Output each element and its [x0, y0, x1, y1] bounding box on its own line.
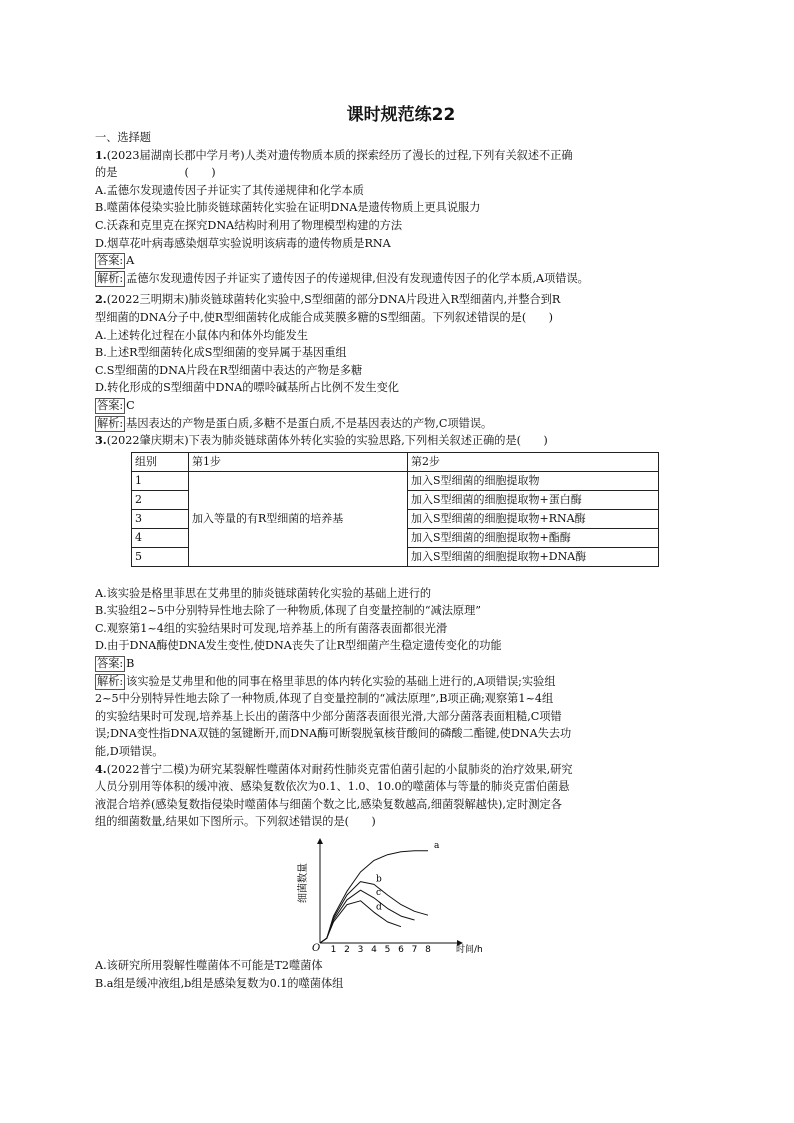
analysis-label: 解析: [97, 674, 124, 688]
answer-value: A [126, 254, 135, 268]
x-tick-label: 2 [344, 945, 350, 953]
question-number: 4. [95, 761, 107, 776]
x-tick-label: 5 [384, 945, 391, 953]
option-b: B.实验组2~5中分别特异性地去除了一种物质,体现了自变量控制的“减法原理” [95, 604, 482, 618]
table-cell-group: 4 [132, 528, 189, 547]
series-line-a [320, 851, 428, 943]
question-number: 3. [95, 433, 107, 448]
section-heading: 一、选择题 [95, 131, 151, 144]
x-tick-label: 8 [425, 945, 431, 953]
option-b: B.噬菌体侵染实验比肺炎链球菌转化实验在证明DNA是遗传物质上更具说服力 [95, 201, 481, 215]
question-stem: (2022普宁二模)为研究某裂解性噬菌体对耐药性肺炎克雷伯菌引起的小鼠肺炎的治疗效果,研究 [106, 762, 573, 776]
worksheet-page [95, 100, 707, 992]
analysis-text: 孟德尔发现遗传因子并证实了遗传因子的传递规律,但没有发现遗传因子的化学本质,A项错误。 [126, 271, 589, 285]
analysis-text: 2~5中分别特异性地去除了一种物质,体现了自变量控制的“减法原理”,B项正确;观察第1~4组 [95, 692, 554, 706]
question-stem: 液混合培养(感染复数指侵染时噬菌体与细菌个数之比,感染复数越高,细菌裂解越快),定时测定各 [95, 797, 562, 811]
option-c: C.沃森和克里克在探究DNA结构时利用了物理模型构建的方法 [95, 218, 403, 232]
question-stem: (2022三明期末)肺炎链球菌转化实验中,S型细菌的部分DNA片段进入R型细菌内,并整合到R [106, 293, 561, 307]
option-a: A.该研究所用裂解性噬菌体不可能是T2噬菌体 [95, 959, 323, 972]
option-b: B.a组是缓冲液组,b组是感染复数为0.1的噬菌体组 [95, 976, 344, 990]
x-tick-label: 1 [330, 945, 337, 953]
table-cell-step1: 加入等量的有R型细菌的培养基 [189, 471, 408, 566]
question-stem: (2023届湖南长郡中学月考)人类对遗传物质本质的探索经历了漫长的过程,下列有关叙述不正确 [106, 148, 573, 162]
question-stem: 人员分别用等体积的缓冲液、感染复数依次为0.1、1.0、10.0的噬菌体与等量的肺炎克雷伯菌悬 [95, 780, 570, 794]
option-d: D.烟草花叶病毒感染烟草实验说明该病毒的遗传物质是RNA [95, 236, 391, 250]
question-stem: 的是 ( ) [95, 166, 216, 180]
option-b: B.上述R型细菌转化成S型细菌的变异属于基因重组 [95, 346, 347, 360]
answer-value: B [126, 657, 135, 671]
question-number: 1. [95, 147, 107, 162]
question-2 [95, 291, 707, 432]
table-row [132, 471, 659, 490]
table-cell-group: 1 [132, 471, 189, 490]
option-a: A.孟德尔发现遗传因子并证实了其传递规律和化学本质 [95, 183, 364, 197]
analysis-text: 误;DNA变性指DNA双链的氢键断开,而DNA酶可断裂脱氧核苷酸间的磷酸二酯键,使DNA失去功 [95, 727, 572, 741]
question-3 [95, 432, 707, 761]
question-4 [95, 761, 707, 993]
question-stem: (2022肇庆期末)下表为肺炎链球菌体外转化实验的实验思路,下列相关叙述正确的是( ) [106, 434, 548, 448]
series-label-a: a [434, 840, 440, 851]
analysis-label: 解析: [97, 271, 124, 285]
table-header: 第2步 [408, 452, 659, 471]
series-label-c: c [376, 887, 382, 898]
analysis-label: 解析: [97, 416, 124, 430]
table-header: 第1步 [189, 452, 408, 471]
question-stem: 型细菌的DNA分子中,使R型细菌转化成能合成荚膜多糖的S型细菌。下列叙述错误的是( ) [95, 310, 553, 324]
bacteria-count-chart [290, 833, 490, 953]
x-tick-label: 3 [357, 945, 364, 953]
analysis-text: 的实验结果时可发现,培养基上长出的菌落中少部分菌落表面很光滑,大部分菌落表面粗糙,C项错 [95, 709, 562, 723]
x-tick-label: 6 [398, 945, 404, 953]
answer-label: 答案: [97, 657, 124, 671]
page-title: 课时规范练22 [346, 105, 456, 125]
option-c: C.观察第1~4组的实验结果时可发现,培养基上的所有菌落表面都很光滑 [95, 621, 448, 635]
experiment-table [131, 452, 659, 567]
table-cell-step2: 加入S型细菌的细胞提取物+DNA酶 [408, 547, 659, 566]
x-tick-label: 4 [371, 945, 377, 953]
table-cell-group: 5 [132, 547, 189, 566]
table-cell-step2: 加入S型细菌的细胞提取物+RNA酶 [408, 509, 659, 528]
x-axis-label: 时间/h [456, 945, 483, 953]
answer-value: C [126, 398, 135, 412]
option-d: D.由于DNA酶使DNA发生变性,使DNA丧失了让R型细菌产生稳定遗传变化的功能 [95, 639, 502, 653]
table-cell-group: 3 [132, 509, 189, 528]
answer-label: 答案: [97, 398, 124, 412]
table-cell-step2: 加入S型细菌的细胞提取物+酯酶 [408, 528, 659, 547]
table-cell-step2: 加入S型细菌的细胞提取物+蛋白酶 [408, 490, 659, 509]
option-d: D.转化形成的S型细菌中DNA的嘌呤碱基所占比例不发生变化 [95, 381, 399, 395]
series-label-d: d [376, 902, 382, 913]
question-number: 2. [95, 292, 107, 307]
table-header-row [132, 452, 659, 471]
origin-label: O [312, 943, 321, 953]
option-a: A.该实验是格里菲思在艾弗里的肺炎链球菌转化实验的基础上进行的 [95, 586, 432, 600]
question-stem: 组的细菌数量,结果如下图所示。下列叙述错误的是( ) [95, 815, 376, 829]
table-cell-step2: 加入S型细菌的细胞提取物 [408, 471, 659, 490]
analysis-text: 该实验是艾弗里和他的同事在格里菲思的体内转化实验的基础上进行的,A项错误;实验组 [126, 674, 556, 688]
question-1 [95, 147, 707, 288]
y-axis-label: 细菌数量 [298, 863, 309, 903]
series-label-b: b [376, 874, 382, 885]
analysis-text: 能,D项错误。 [95, 745, 164, 759]
table-cell-group: 2 [132, 490, 189, 509]
table-header: 组别 [132, 452, 189, 471]
answer-label: 答案: [97, 254, 124, 268]
option-a: A.上述转化过程在小鼠体内和体外均能发生 [95, 328, 309, 342]
x-tick-label: 7 [411, 945, 418, 953]
analysis-text: 基因表达的产物是蛋白质,多糖不是蛋白质,不是基因表达的产物,C项错误。 [126, 416, 493, 430]
option-c: C.S型细菌的DNA片段在R型细菌中表达的产物是多糖 [95, 363, 363, 377]
